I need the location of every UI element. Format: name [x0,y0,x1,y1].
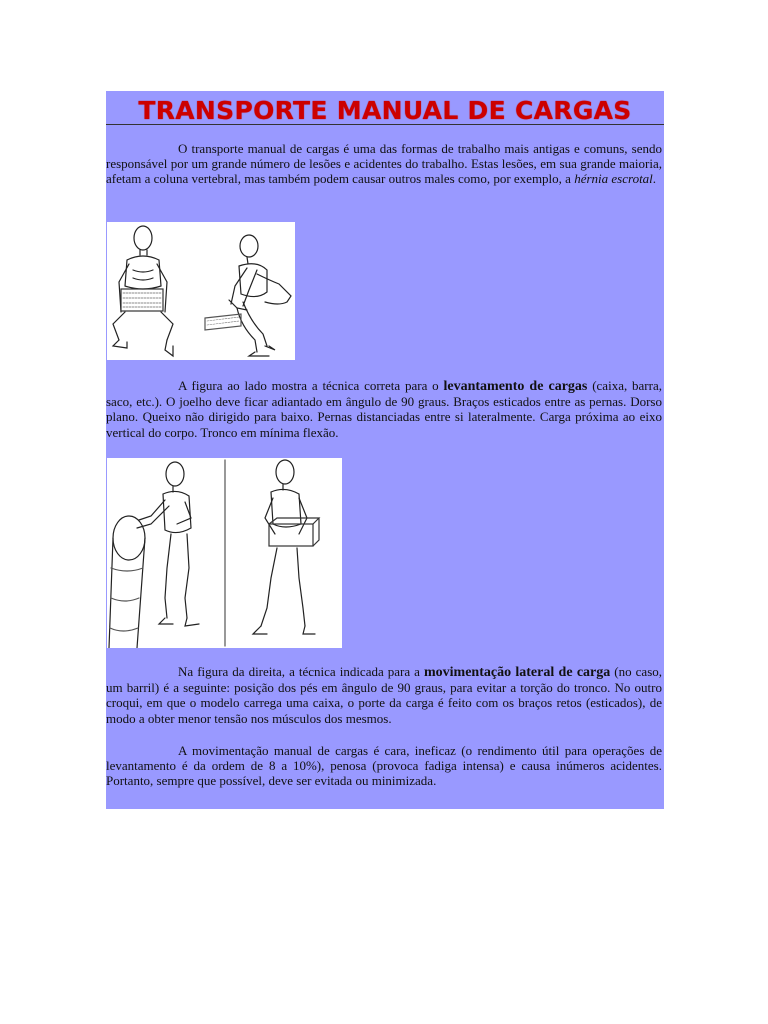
lifting-technique-illustration [107,222,295,360]
paragraph-lifting-rest: (caixa, barra, saco, etc.). O joelho deve ficar adiantado em ângulo de 90 graus. Braços esticados entre as pernas. Dorso plano. Queixo não dirigido para baixo. Pernas distanciadas entre si lateralmente. Carga próxima ao eixo vertical do corpo. Tronco em mínima flexão. [106,378,662,440]
paragraph-lifting-start: A figura ao lado mostra a técnica correta para o [178,378,444,393]
paragraph-intro-text: O transporte manual de cargas é uma das formas de trabalho mais antigas e comuns, sendo responsável por um grande número de lesões e acidentes do trabalho. Estas lesões, em sua grande maioria, afetam a coluna vertebral, mas também podem causar outros males como, por exemplo, a [106,141,662,187]
title-bar [106,91,664,125]
paragraph-conclusion [106,743,662,789]
paragraph-lateral-start: Na figura da direita, a técnica indicada para a [178,664,424,679]
paragraph-lateral [106,664,662,726]
paragraph-conclusion-text: A movimentação manual de cargas é cara, ineficaz (o rendimento útil para operações de levantamento é da ordem de 8 a 10%), penosa (provoca fadiga intensa) e causa inúmeros acidentes. Portanto, sempre que possível, deve ser evitada ou minimizada. [106,743,662,789]
lateral-movement-illustration [107,458,342,648]
paragraph-lifting-bold: levantamento de cargas [443,379,588,394]
document-title: TRANSPORTE MANUAL DE CARGAS [138,96,632,125]
paragraph-lateral-bold: movimentação lateral de carga [424,665,611,680]
paragraph-lifting [106,378,662,440]
lateral-movement-drawing [107,458,342,648]
document-page [106,91,664,809]
paragraph-lateral-rest: (no caso, um barril) é a seguinte: posição dos pés em ângulo de 90 graus, para evitar a torção do tronco. No outro croqui, em que o modelo carrega uma caixa, o porte da carga é feito com os braços retos (esticados), de modo a obter menor tensão nos músculos dos mesmos. [106,664,662,726]
paragraph-intro [106,141,662,187]
lifting-figures-drawing [107,222,295,360]
paragraph-intro-end: . [652,171,657,187]
paragraph-intro-italic: hérnia escrotal [574,171,653,187]
